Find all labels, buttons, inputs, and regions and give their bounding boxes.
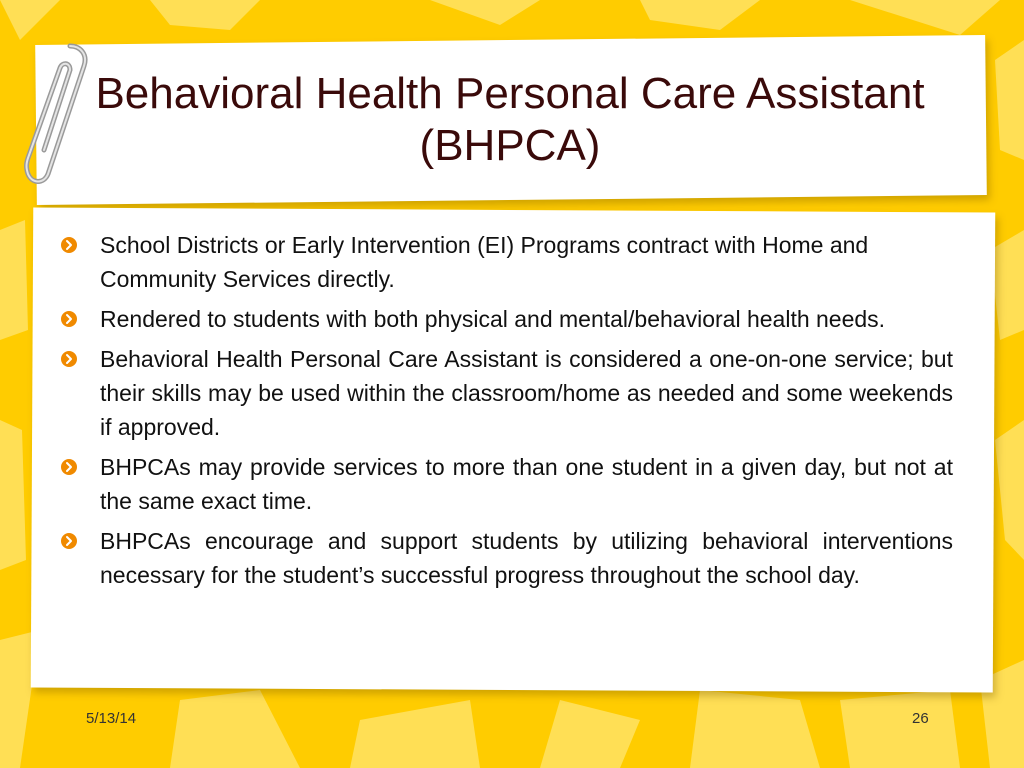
bullet-item: [60, 342, 953, 444]
bullet-text: Behavioral Health Personal Care Assistant is considered a one-on-one service; but their skills may be used within the classroom/home as needed and some weekends if approved.: [100, 346, 953, 440]
bullet-list: [60, 228, 953, 598]
bullet-item: [60, 450, 953, 518]
bullet-text: BHPCAs may provide services to more than one student in a given day, but not at the same exact time.: [100, 454, 953, 514]
arrow-circle-icon: [60, 458, 78, 476]
bullet-item: [60, 524, 953, 592]
footer-date: 5/13/14: [86, 710, 137, 727]
arrow-circle-icon: [60, 532, 78, 550]
bullet-item: [60, 302, 953, 336]
arrow-circle-icon: [60, 350, 78, 368]
slide-title: Behavioral Health Personal Care Assistant (BHPCA): [95, 69, 925, 170]
arrow-circle-icon: [60, 310, 78, 328]
arrow-circle-icon: [60, 236, 78, 254]
bullet-text: Rendered to students with both physical and mental/behavioral health needs.: [100, 306, 886, 332]
bullet-item: [60, 228, 953, 296]
bullet-text: School Districts or Early Intervention (EI) Programs contract with Home and Community Services directly.: [100, 232, 869, 292]
bullet-text: BHPCAs encourage and support students by utilizing behavioral interventions necessary for the student’s successful progress throughout the school day.: [100, 528, 953, 588]
slide-number: 26: [912, 710, 929, 727]
